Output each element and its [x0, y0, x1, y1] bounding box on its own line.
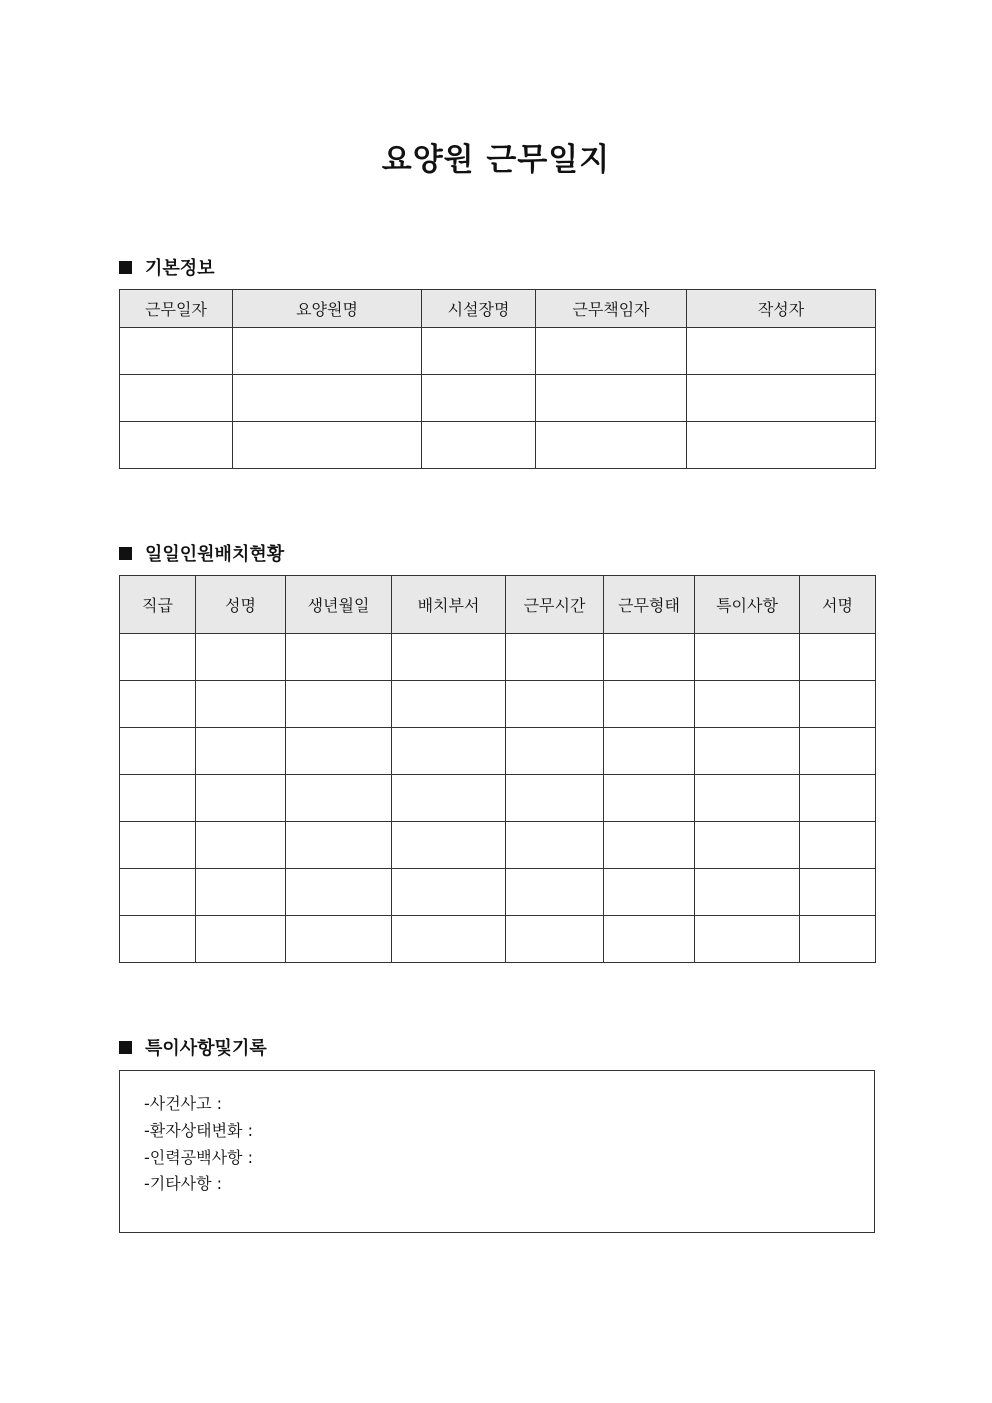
table-cell[interactable]	[422, 422, 536, 469]
table-cell[interactable]	[286, 681, 392, 728]
table-cell[interactable]	[392, 822, 506, 869]
table-cell[interactable]	[392, 869, 506, 916]
square-bullet-icon	[119, 547, 132, 560]
table-cell[interactable]	[392, 775, 506, 822]
table-cell[interactable]	[120, 634, 196, 681]
table-cell[interactable]	[286, 775, 392, 822]
table-row	[120, 634, 876, 681]
table-cell[interactable]	[286, 728, 392, 775]
table-cell[interactable]	[286, 916, 392, 963]
table-cell[interactable]	[233, 375, 422, 422]
table-row	[120, 422, 876, 469]
table-cell[interactable]	[695, 916, 800, 963]
table-cell[interactable]	[800, 728, 876, 775]
table-cell[interactable]	[506, 822, 604, 869]
section-heading-staff	[119, 540, 284, 566]
table-cell[interactable]	[695, 775, 800, 822]
table-row	[120, 375, 876, 422]
table-row	[120, 775, 876, 822]
table-cell[interactable]	[196, 634, 286, 681]
column-header: 시설장명	[422, 290, 536, 328]
table-cell[interactable]	[800, 869, 876, 916]
table-cell[interactable]	[506, 728, 604, 775]
table-cell[interactable]	[196, 822, 286, 869]
section-heading-label: 특이사항및기록	[145, 1038, 267, 1059]
table-cell[interactable]	[120, 681, 196, 728]
table-cell[interactable]	[120, 869, 196, 916]
table-cell[interactable]	[422, 328, 536, 375]
column-header: 배치부서	[392, 576, 506, 634]
note-line-patient-condition: -환자상태변화 :	[144, 1121, 253, 1140]
table-cell[interactable]	[695, 869, 800, 916]
table-cell[interactable]	[120, 822, 196, 869]
table-cell[interactable]	[120, 728, 196, 775]
table-cell[interactable]	[604, 681, 695, 728]
column-header: 생년월일	[286, 576, 392, 634]
table-cell[interactable]	[604, 634, 695, 681]
table-cell[interactable]	[120, 775, 196, 822]
table-cell[interactable]	[392, 634, 506, 681]
table-cell[interactable]	[687, 375, 876, 422]
table-row	[120, 681, 876, 728]
column-header: 직급	[120, 576, 196, 634]
column-header: 특이사항	[695, 576, 800, 634]
column-header: 작성자	[687, 290, 876, 328]
table-cell[interactable]	[506, 869, 604, 916]
table-row	[120, 328, 876, 375]
page-title: 요양원 근무일지	[381, 142, 611, 178]
staff-placement-table	[119, 575, 876, 963]
table-cell[interactable]	[120, 916, 196, 963]
table-cell[interactable]	[695, 822, 800, 869]
table-cell[interactable]	[800, 916, 876, 963]
column-header: 성명	[196, 576, 286, 634]
note-line-staff-gap: -인력공백사항 :	[144, 1148, 253, 1167]
section-heading-notes	[119, 1034, 267, 1060]
table-header-row	[120, 290, 876, 328]
note-line-incident: -사건사고 :	[144, 1094, 223, 1113]
table-cell[interactable]	[695, 728, 800, 775]
column-header: 근무책임자	[536, 290, 687, 328]
table-cell[interactable]	[695, 634, 800, 681]
square-bullet-icon	[119, 1041, 132, 1054]
table-cell[interactable]	[800, 822, 876, 869]
table-cell[interactable]	[536, 328, 687, 375]
table-cell[interactable]	[120, 375, 233, 422]
table-row	[120, 916, 876, 963]
basic-info-table	[119, 289, 876, 469]
table-cell[interactable]	[422, 375, 536, 422]
column-header: 서명	[800, 576, 876, 634]
table-cell[interactable]	[604, 775, 695, 822]
column-header: 근무시간	[506, 576, 604, 634]
table-cell[interactable]	[196, 775, 286, 822]
table-cell[interactable]	[536, 422, 687, 469]
table-cell[interactable]	[800, 681, 876, 728]
table-cell[interactable]	[286, 869, 392, 916]
column-header: 근무형태	[604, 576, 695, 634]
table-cell[interactable]	[233, 422, 422, 469]
table-cell[interactable]	[233, 328, 422, 375]
table-cell[interactable]	[286, 822, 392, 869]
table-cell[interactable]	[506, 681, 604, 728]
table-header-row	[120, 576, 876, 634]
table-cell[interactable]	[120, 328, 233, 375]
notes-box[interactable]	[119, 1070, 875, 1233]
table-cell[interactable]	[604, 869, 695, 916]
table-cell[interactable]	[196, 916, 286, 963]
table-cell[interactable]	[687, 328, 876, 375]
table-cell[interactable]	[604, 728, 695, 775]
table-cell[interactable]	[196, 869, 286, 916]
table-row	[120, 869, 876, 916]
section-heading-basic	[119, 254, 215, 280]
table-cell[interactable]	[392, 681, 506, 728]
table-cell[interactable]	[506, 775, 604, 822]
table-cell[interactable]	[392, 728, 506, 775]
table-cell[interactable]	[604, 916, 695, 963]
table-cell[interactable]	[196, 681, 286, 728]
column-header: 근무일자	[120, 290, 233, 328]
note-line-other: -기타사항 :	[144, 1174, 223, 1193]
table-cell[interactable]	[604, 822, 695, 869]
square-bullet-icon	[119, 261, 132, 274]
table-cell[interactable]	[536, 375, 687, 422]
table-cell[interactable]	[392, 916, 506, 963]
table-cell[interactable]	[800, 634, 876, 681]
column-header: 요양원명	[233, 290, 422, 328]
table-cell[interactable]	[687, 422, 876, 469]
table-cell[interactable]	[196, 728, 286, 775]
table-cell[interactable]	[800, 775, 876, 822]
section-heading-label: 일일인원배치현황	[145, 544, 285, 565]
table-cell[interactable]	[506, 634, 604, 681]
table-cell[interactable]	[506, 916, 604, 963]
table-row	[120, 822, 876, 869]
table-row	[120, 728, 876, 775]
table-cell[interactable]	[695, 681, 800, 728]
section-heading-label: 기본정보	[145, 258, 215, 279]
table-cell[interactable]	[286, 634, 392, 681]
table-cell[interactable]	[120, 422, 233, 469]
